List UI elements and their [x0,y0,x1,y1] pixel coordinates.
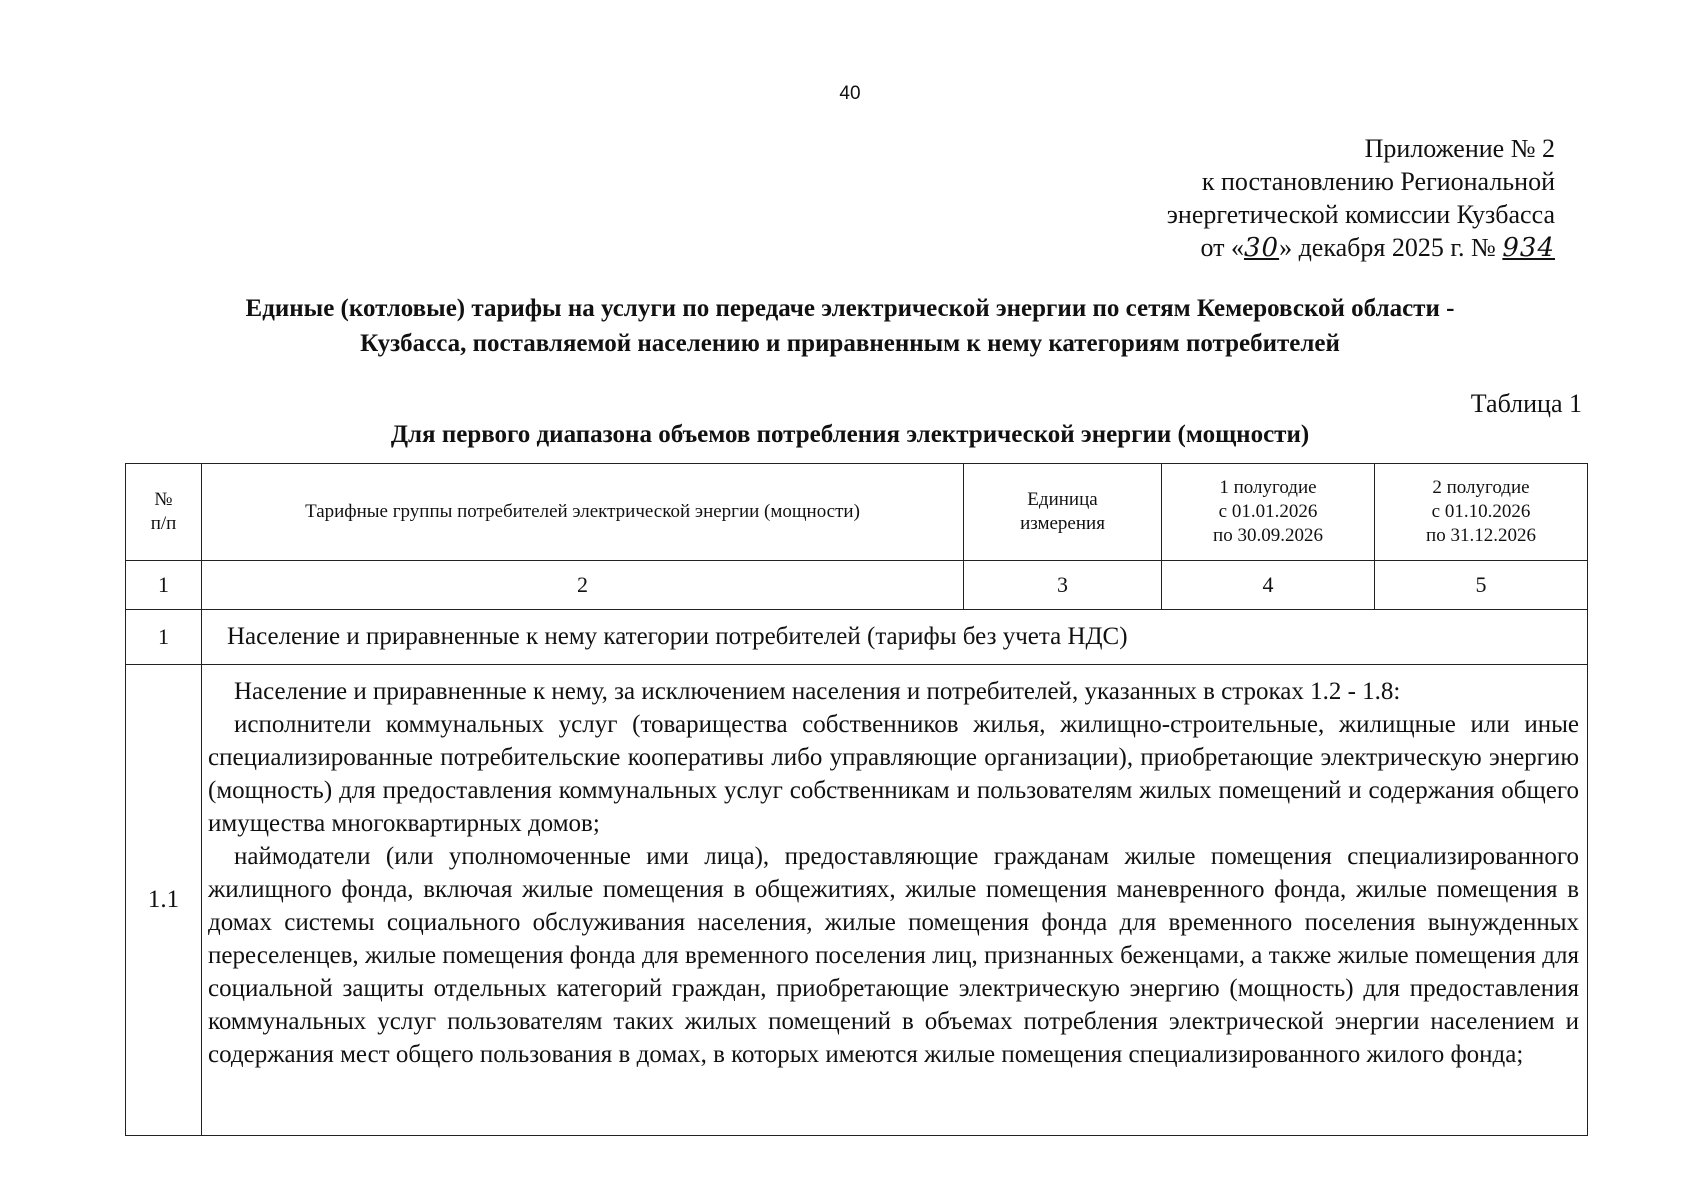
header-unit [964,464,1162,561]
section-cell [202,610,1588,665]
appendix-line3: энергетической комиссии Кузбасса [1166,200,1555,229]
row-paragraph: Население и приравненные к нему, за исключением населения и потребителей, указанных в строках 1.2 - 1.8: [234,678,1401,705]
header-tariff-groups-text: Тарифные группы потребителей электрической энергии (мощности) [305,501,860,522]
row-number: 1.1 [126,665,202,1136]
column-number-cell: 4 [1162,561,1375,610]
header-unit-line2: измерения [1020,513,1105,534]
column-number-cell: 2 [202,561,964,610]
section-number: 1 [126,610,202,665]
row-description [202,665,1587,1071]
header-second-half-line1: 2 полугодие [1432,477,1530,498]
header-number-line1: № [154,489,173,510]
title-line2: Кузбасса, поставляемой населению и приравненным к нему категориям потребителей [360,330,1340,357]
document-title [120,291,1580,361]
appendix-block [1035,132,1555,265]
header-number [126,464,202,561]
title-line1: Единые (котловые) тарифы на услуги по передаче электрической энергии по сетям Кемеровской области - [245,295,1455,322]
header-second-half-line3: по 31.12.2026 [1426,525,1536,546]
table-label: Таблица 1 [1470,389,1582,418]
row-paragraph: исполнители коммунальных услуг (товарищества собственников жилья, жилищно-строительные, жилищные или иные специализированные потребительские кооперативы либо управляющие организации), приобретающие электрическую энергию (мощность) для предоставления коммунальных услуг собственникам и пользователям жилых помещений и содержания общего имущества многоквартирных домов; [208,711,1579,837]
header-number-line2: п/п [150,513,177,534]
date-prefix: от « [1200,233,1244,262]
column-number-cell: 3 [964,561,1162,610]
header-second-half-line2: с 01.10.2026 [1431,501,1531,522]
appendix-line2: к постановлению Региональной [1201,167,1555,196]
section-row [126,610,1588,665]
column-number-row [126,561,1588,610]
header-first-half-line3: по 30.09.2026 [1213,525,1323,546]
page-number: 40 [839,83,861,104]
header-unit-line1: Единица [1027,489,1098,510]
section-text: Население и приравненные к нему категории потребителей (тарифы без учета НДС) [227,623,1128,650]
header-first-half-line1: 1 полугодие [1219,477,1317,498]
table-header-row [126,464,1588,561]
column-number-cell: 1 [126,561,202,610]
handwritten-day: 30 [1243,233,1280,263]
header-first-half [1162,464,1375,561]
header-second-half [1375,464,1588,561]
appendix-date-line [1035,231,1555,265]
tariff-table [125,463,1588,1136]
table-subtitle: Для первого диапазона объемов потребления электрической энергии (мощности) [390,421,1310,448]
column-number-cell: 5 [1375,561,1588,610]
date-middle: » декабря 2025 г. № [1279,233,1496,262]
table-row [126,665,1588,1136]
handwritten-number: 934 [1502,233,1555,263]
row-paragraph: наймодатели (или уполномоченные ими лица), предоставляющие гражданам жилые помещения специализированного жилищного фонда, включая жилые помещения в общежитиях, жилые помещения маневренного фонда, жилые помещения в домах системы социального обслуживания населения, жилые помещения фонда для временного поселения вынужденных переселенцев, жилые помещения фонда для временного поселения лиц, признанных беженцами, а также жилые помещения для социальной защиты отдельных категорий граждан, приобретающие электрическую энергию (мощность) для предоставления коммунальных услуг пользователям таких жилых помещений в объемах потребления электрической энергии населением и содержания мест общего пользования в домах, в которых имеются жилые помещения специализированного жилого фонда; [208,843,1579,1068]
header-tariff-groups [202,464,964,561]
row-description-cell [202,665,1588,1136]
header-first-half-line2: с 01.01.2026 [1218,501,1318,522]
appendix-line1: Приложение № 2 [1364,134,1555,163]
